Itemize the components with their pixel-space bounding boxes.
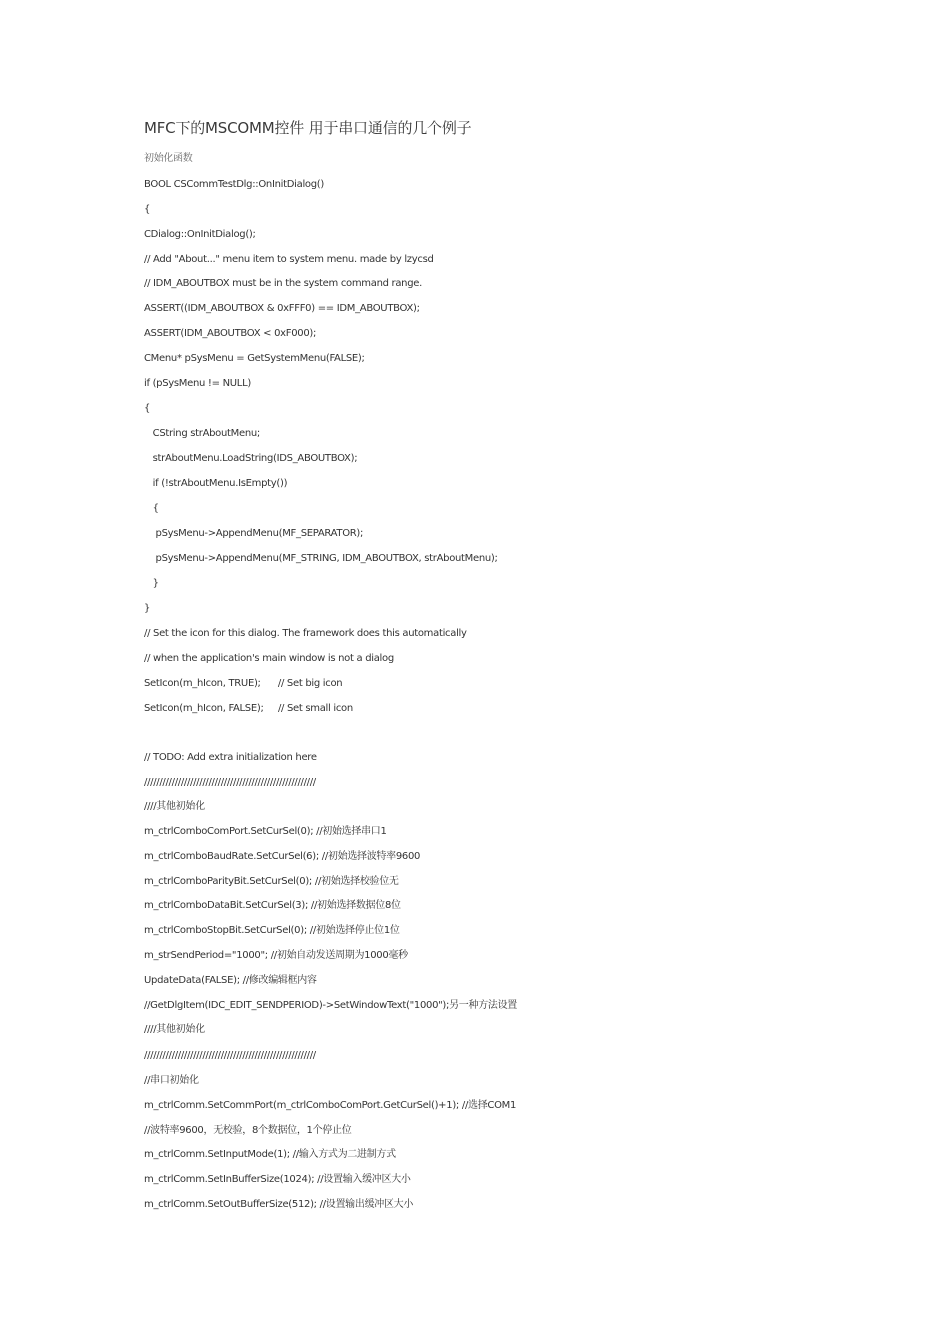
code-line: m_ctrlComboStopBit.SetCurSel(0); //初始选择停止位1位 — [144, 925, 400, 936]
code-line: CMenu* pSysMenu = GetSystemMenu(FALSE); — [144, 353, 365, 364]
code-line: // TODO: Add extra initialization here — [144, 752, 317, 763]
code-line: m_strSendPeriod="1000"; //初始自动发送周期为1000毫秒 — [144, 950, 408, 961]
code-line: CString strAboutMenu; — [144, 428, 260, 439]
code-line: // Add "About..." menu item to system menu. made by lzycsd — [144, 254, 434, 265]
code-line: //波特率9600，无校验，8个数据位，1个停止位 — [144, 1125, 352, 1136]
code-line: m_ctrlComboComPort.SetCurSel(0); //初始选择串口1 — [144, 826, 387, 837]
code-line: //GetDlgItem(IDC_EDIT_SENDPERIOD)->SetWindowText("1000");另一种方法设置 — [144, 1000, 518, 1011]
code-line: CDialog::OnInitDialog(); — [144, 229, 256, 240]
code-line: m_ctrlComboBaudRate.SetCurSel(6); //初始选择波特率9600 — [144, 851, 421, 862]
code-line: // when the application's main window is not a dialog — [144, 653, 394, 664]
code-line: SetIcon(m_hIcon, TRUE); // Set big icon — [144, 678, 343, 689]
code-line: ////其他初始化 — [144, 1024, 205, 1035]
code-line: strAboutMenu.LoadString(IDS_ABOUTBOX); — [144, 453, 358, 464]
code-line: ASSERT(IDM_ABOUTBOX < 0xF000); — [144, 328, 317, 339]
code-line: m_ctrlComm.SetCommPort(m_ctrlComboComPort.GetCurSel()+1); //选择COM1 — [144, 1100, 517, 1111]
document-title: MFC下的MSCOMM控件 用于串口通信的几个例子 — [144, 119, 472, 137]
code-line: m_ctrlComm.SetInputMode(1); //输入方式为二进制方式 — [144, 1149, 396, 1160]
code-line: if (pSysMenu != NULL) — [144, 378, 251, 389]
code-line: // Set the icon for this dialog. The framework does this automatically — [144, 628, 467, 639]
code-line: m_ctrlComm.SetOutBufferSize(512); //设置输出缓冲区大小 — [144, 1199, 414, 1210]
code-line: ASSERT((IDM_ABOUTBOX & 0xFFF0) == IDM_ABOUTBOX); — [144, 303, 420, 314]
code-line: //////////////////////////////////////////////////////// — [144, 777, 316, 788]
code-line: { — [144, 503, 159, 514]
code-line: m_ctrlComboParityBit.SetCurSel(0); //初始选择校验位无 — [144, 876, 399, 887]
code-line: { — [144, 204, 151, 215]
code-line: pSysMenu->AppendMenu(MF_SEPARATOR); — [144, 528, 364, 539]
code-line: SetIcon(m_hIcon, FALSE); // Set small icon — [144, 703, 353, 714]
code-line: } — [144, 603, 151, 614]
code-line: // IDM_ABOUTBOX must be in the system command range. — [144, 278, 422, 289]
code-line: ////其他初始化 — [144, 801, 205, 812]
code-line: } — [144, 578, 159, 589]
code-line: //////////////////////////////////////////////////////// — [144, 1050, 316, 1061]
code-line: 初始化函数 — [144, 153, 193, 164]
code-line: BOOL CSCommTestDlg::OnInitDialog() — [144, 179, 324, 190]
code-line: UpdateData(FALSE); //修改编辑框内容 — [144, 975, 317, 986]
code-line: pSysMenu->AppendMenu(MF_STRING, IDM_ABOUTBOX, strAboutMenu); — [144, 553, 498, 564]
code-line: { — [144, 403, 151, 414]
code-line: m_ctrlComm.SetInBufferSize(1024); //设置输入缓冲区大小 — [144, 1174, 411, 1185]
code-line: //串口初始化 — [144, 1075, 199, 1086]
code-line: m_ctrlComboDataBit.SetCurSel(3); //初始选择数据位8位 — [144, 900, 401, 911]
code-line: if (!strAboutMenu.IsEmpty()) — [144, 478, 288, 489]
